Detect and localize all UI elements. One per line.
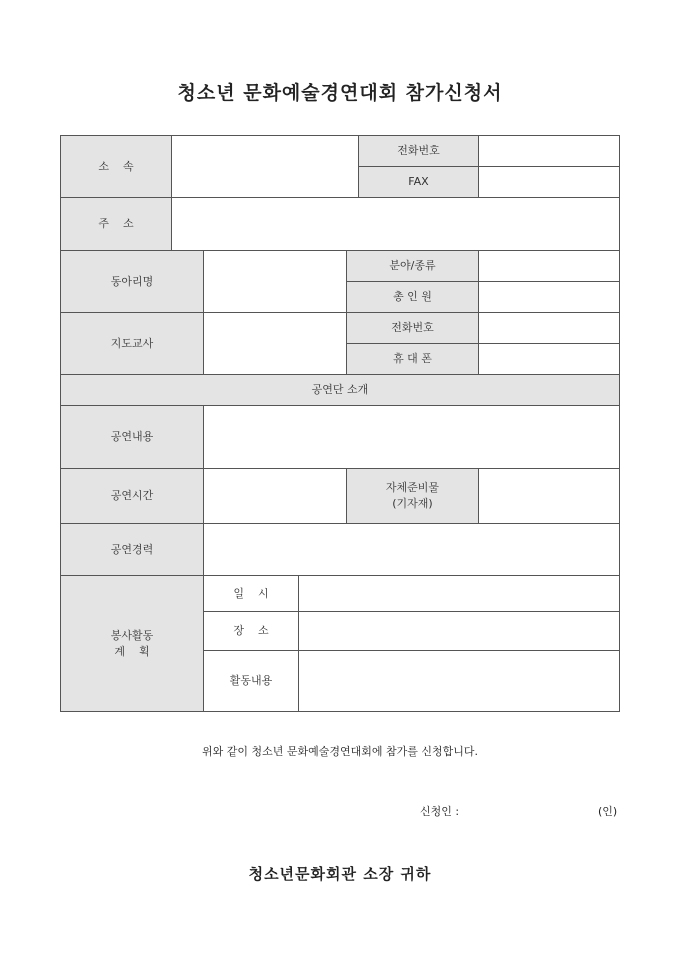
phone-field[interactable] [478, 135, 620, 167]
address-field[interactable] [171, 197, 620, 251]
mobile-label: 휴 대 폰 [346, 343, 479, 375]
genre-field[interactable] [478, 250, 620, 282]
seal-label: (인) [598, 805, 618, 818]
advisor-field[interactable] [203, 312, 347, 375]
fax-field[interactable] [478, 166, 620, 198]
advisor-phone-label: 전화번호 [346, 312, 479, 344]
phone-label: 전화번호 [358, 135, 479, 167]
activity-field[interactable] [298, 650, 620, 712]
history-label: 공연경력 [60, 523, 204, 576]
affiliation-label: 소 속 [60, 135, 172, 198]
declaration-text: 위와 같이 청소년 문화예술경연대회에 참가를 신청합니다. [201, 745, 478, 758]
headcount-field[interactable] [478, 281, 620, 313]
advisor-phone-field[interactable] [478, 312, 620, 344]
history-field[interactable] [203, 523, 620, 576]
time-label: 공연시간 [60, 468, 204, 524]
place-field[interactable] [298, 611, 620, 651]
date-label: 일 시 [203, 575, 299, 612]
volunteer-plan-label: 봉사활동 계 획 [60, 575, 204, 712]
content-field[interactable] [203, 405, 620, 469]
mobile-field[interactable] [478, 343, 620, 375]
application-form-table [60, 135, 620, 712]
form-title: 청소년 문화예술경연대회 참가신청서 [177, 82, 503, 104]
content-label: 공연내용 [60, 405, 204, 469]
place-label: 장 소 [203, 611, 299, 651]
applicant-signature-label: 신청인 : [420, 805, 460, 818]
club-name-label: 동아리명 [60, 250, 204, 313]
intro-section-header: 공연단 소개 [60, 374, 620, 406]
advisor-label: 지도교사 [60, 312, 204, 375]
addressee: 청소년문화회관 소장 귀하 [248, 865, 432, 883]
time-field[interactable] [203, 468, 347, 524]
activity-label: 활동내용 [203, 650, 299, 712]
club-name-field[interactable] [203, 250, 347, 313]
equipment-label: 자체준비물 (기자재) [346, 468, 479, 524]
address-label: 주 소 [60, 197, 172, 251]
headcount-label: 총 인 원 [346, 281, 479, 313]
date-field[interactable] [298, 575, 620, 612]
fax-label: FAX [358, 166, 479, 198]
equipment-field[interactable] [478, 468, 620, 524]
affiliation-field[interactable] [171, 135, 359, 198]
genre-label: 분야/종류 [346, 250, 479, 282]
